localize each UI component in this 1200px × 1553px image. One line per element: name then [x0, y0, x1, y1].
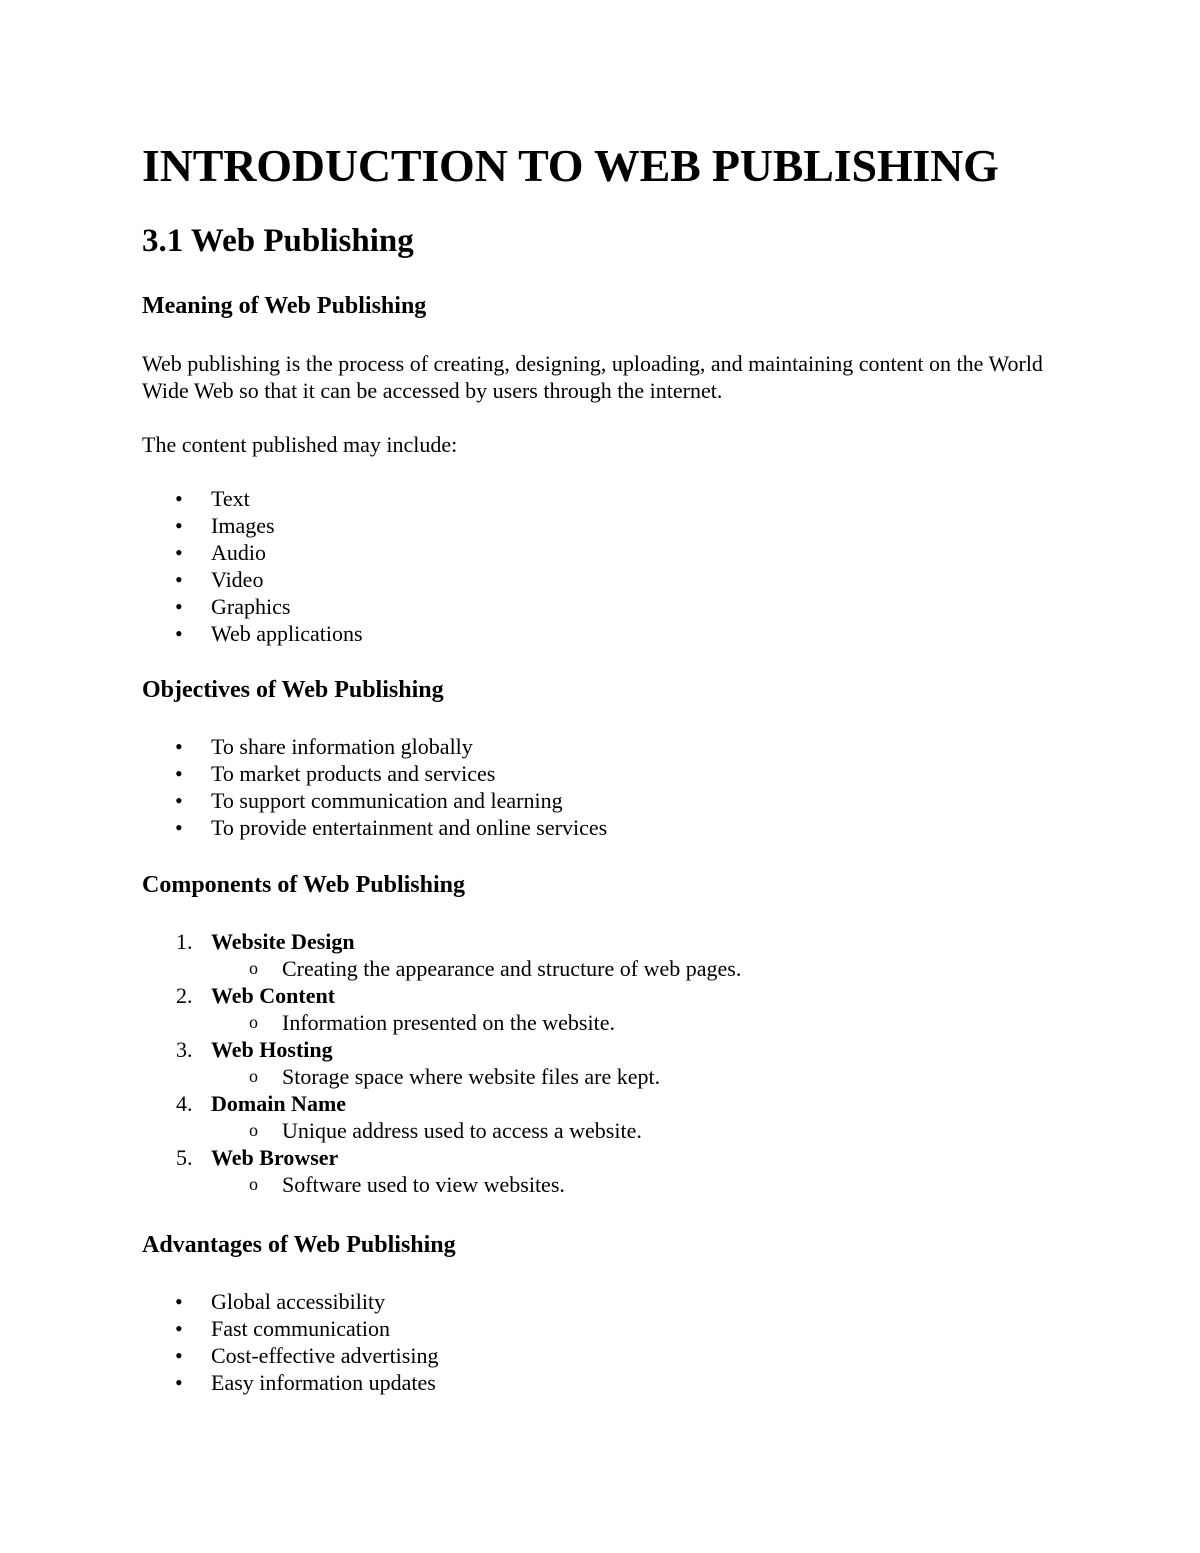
bullet-icon: • — [175, 734, 183, 759]
list-item: • Video — [175, 567, 264, 592]
component-item — [142, 982, 741, 1036]
components-heading: Components of Web Publishing — [142, 872, 465, 898]
bullet-icon: • — [175, 1343, 183, 1368]
component-description: Storage space where website files are kept. — [282, 1064, 661, 1089]
component-item — [142, 1036, 741, 1090]
section-heading: 3.1 Web Publishing — [142, 223, 414, 259]
bullet-icon: • — [175, 513, 183, 538]
meaning-heading: Meaning of Web Publishing — [142, 293, 427, 319]
bullet-icon: • — [175, 815, 183, 840]
component-name: Web Hosting — [211, 1037, 333, 1062]
list-item: • Web applications — [175, 621, 363, 646]
item-number: 2. — [176, 983, 193, 1008]
component-description: Unique address used to access a website. — [282, 1118, 642, 1143]
content-types-list — [142, 485, 363, 647]
list-item: • Graphics — [175, 594, 291, 619]
bullet-icon: • — [175, 594, 183, 619]
component-name: Web Browser — [211, 1145, 339, 1170]
bullet-icon: • — [175, 567, 183, 592]
component-item — [142, 1090, 741, 1144]
components-list — [142, 928, 741, 1198]
component-item — [142, 1144, 741, 1198]
objectives-heading: Objectives of Web Publishing — [142, 677, 444, 703]
component-name: Web Content — [211, 983, 336, 1008]
bullet-icon: • — [175, 540, 183, 565]
list-item: • To share information globally — [175, 734, 473, 759]
list-item: • Easy information updates — [175, 1370, 436, 1395]
list-item: • To provide entertainment and online services — [175, 815, 608, 840]
component-description: Creating the appearance and structure of web pages. — [282, 956, 742, 981]
component-name: Website Design — [211, 929, 355, 954]
item-number: 5. — [176, 1145, 193, 1170]
list-item: • Text — [175, 486, 250, 511]
item-number: 3. — [176, 1037, 193, 1062]
bullet-icon: • — [175, 1289, 183, 1314]
bullet-icon: • — [175, 761, 183, 786]
bullet-icon: • — [175, 486, 183, 511]
meaning-paragraph: Web publishing is the process of creating, designing, uploading, and maintaining content on the World Wide Web so that it can be accessed by users through the internet. — [142, 351, 1043, 403]
list-item: • Global accessibility — [175, 1289, 386, 1314]
advantages-list — [142, 1288, 438, 1396]
component-description: Information presented on the website. — [282, 1010, 615, 1035]
list-item: • Images — [175, 513, 275, 538]
item-number: 1. — [176, 929, 193, 954]
bullet-icon: • — [175, 1316, 183, 1341]
circle-bullet-icon: o — [249, 1174, 258, 1194]
bullet-icon: • — [175, 1370, 183, 1395]
list-item: • Cost-effective advertising — [175, 1343, 439, 1368]
circle-bullet-icon: o — [249, 1066, 258, 1086]
list-item: • Fast communication — [175, 1316, 391, 1341]
item-number: 4. — [176, 1091, 193, 1116]
list-item: • To market products and services — [175, 761, 496, 786]
circle-bullet-icon: o — [249, 958, 258, 978]
component-item — [142, 928, 741, 982]
circle-bullet-icon: o — [249, 1012, 258, 1032]
component-description: Software used to view websites. — [282, 1172, 565, 1197]
content-intro: The content published may include: — [142, 432, 458, 457]
bullet-icon: • — [175, 621, 183, 646]
list-item: • To support communication and learning — [175, 788, 563, 813]
objectives-list — [142, 733, 607, 841]
document-title: INTRODUCTION TO WEB PUBLISHING — [142, 140, 999, 191]
advantages-heading: Advantages of Web Publishing — [142, 1232, 456, 1258]
list-item: • Audio — [175, 540, 266, 565]
circle-bullet-icon: o — [249, 1120, 258, 1140]
component-name: Domain Name — [211, 1091, 347, 1116]
bullet-icon: • — [175, 788, 183, 813]
